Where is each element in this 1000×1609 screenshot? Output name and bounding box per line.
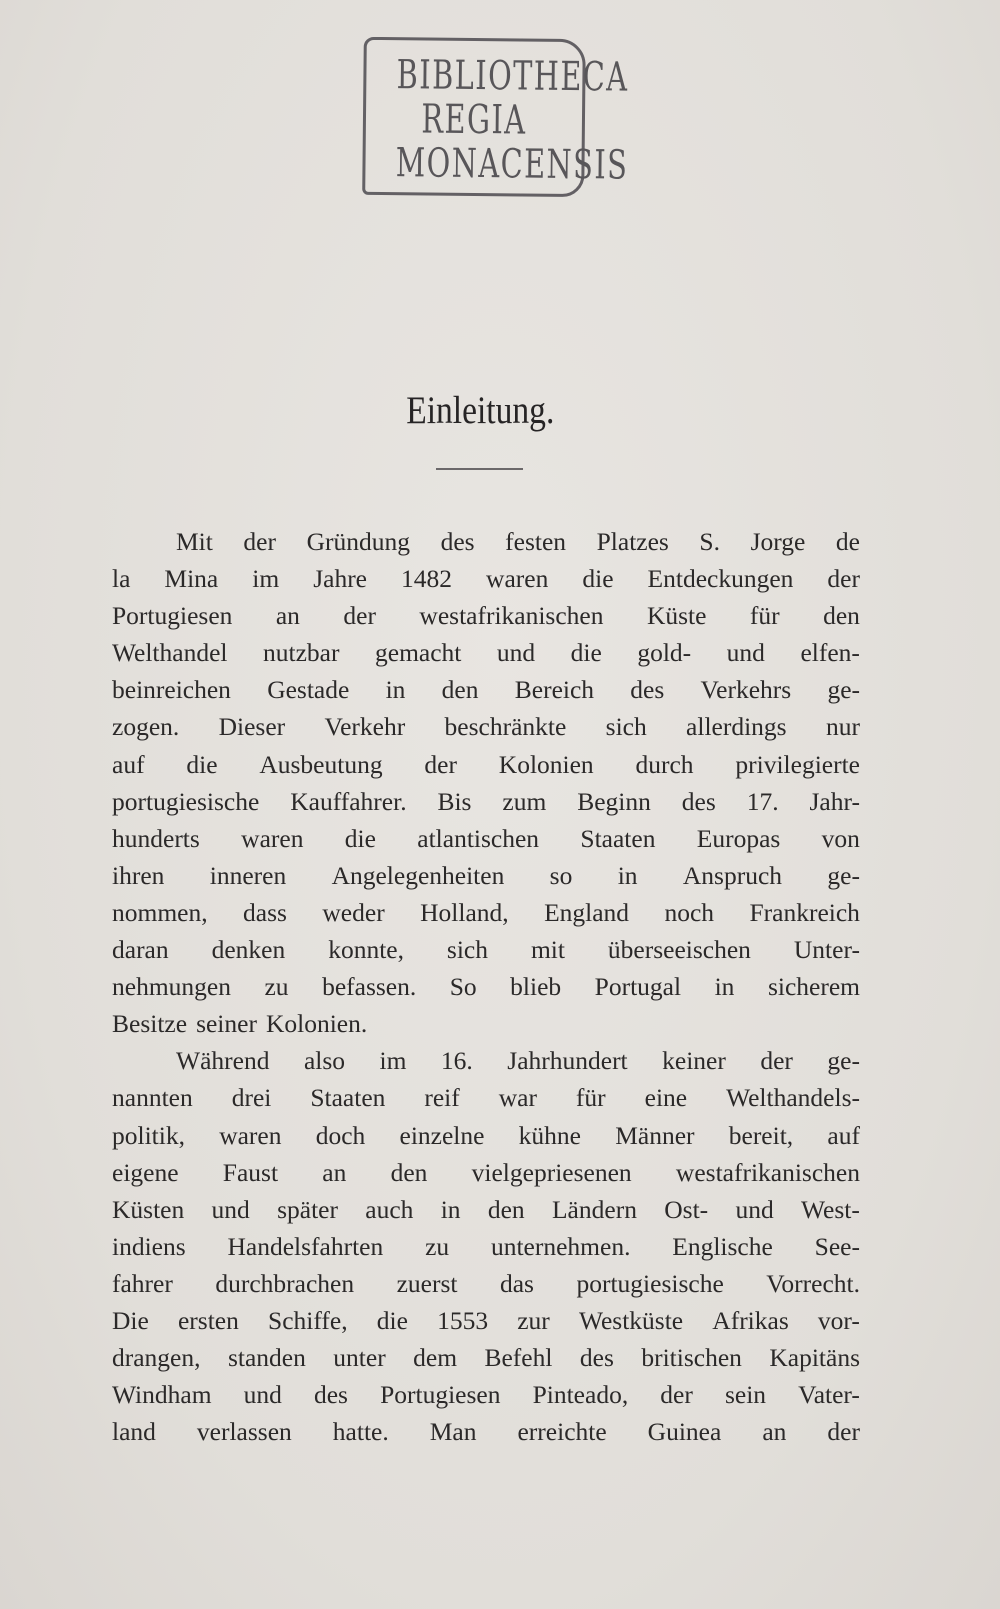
- word: Kolonien: [498, 749, 594, 779]
- text-line: [112, 746, 860, 783]
- word: elfen-: [800, 638, 860, 668]
- word: Ost-: [664, 1194, 709, 1224]
- text-line: [112, 1005, 860, 1042]
- word: privilegierte: [735, 749, 860, 779]
- word: überseeischen: [607, 935, 751, 965]
- word: allerdings: [686, 712, 787, 742]
- word: der: [243, 527, 276, 556]
- word: Verkehrs: [700, 675, 792, 705]
- word: denken: [211, 935, 286, 965]
- word: Pinteado,: [532, 1380, 629, 1410]
- stamp-line-3: MONACENSIS: [395, 140, 629, 189]
- heading-divider: [436, 468, 523, 470]
- word: ge-: [827, 1046, 860, 1076]
- word: portugiesische: [576, 1268, 724, 1298]
- word: Kauffahrer.: [290, 786, 407, 816]
- word: waren: [486, 564, 549, 594]
- word: reif: [424, 1083, 460, 1113]
- word: vor-: [817, 1305, 860, 1335]
- word: beschränkte: [444, 712, 567, 742]
- word: in: [385, 675, 406, 705]
- word: drei: [231, 1083, 272, 1113]
- text-line: [112, 1376, 860, 1413]
- word: Europas: [696, 823, 781, 853]
- word: Jahr-: [809, 786, 860, 816]
- word: sicherem: [767, 972, 860, 1002]
- word: des: [630, 675, 665, 705]
- word: nur: [825, 712, 860, 742]
- text-line: [112, 1117, 860, 1154]
- word: dass: [243, 897, 287, 927]
- word: Mina: [164, 564, 219, 594]
- word: waren: [219, 1120, 282, 1150]
- word: inneren: [209, 860, 287, 890]
- word: im: [252, 564, 280, 594]
- word: England: [544, 897, 630, 927]
- text-line: [112, 634, 860, 671]
- word: später: [277, 1194, 338, 1224]
- word: verlassen: [196, 1417, 292, 1447]
- word: Vater-: [798, 1380, 860, 1410]
- word: Angelegenheiten: [331, 860, 505, 890]
- text-line: [112, 1228, 860, 1265]
- text-line: [112, 783, 860, 820]
- word: den: [823, 601, 860, 631]
- word: Guinea: [647, 1417, 722, 1447]
- word: 1482: [401, 564, 453, 594]
- word: Frankreich: [749, 897, 860, 927]
- word: westafrikanischen: [419, 601, 604, 631]
- word: blieb: [510, 972, 562, 1002]
- word: auf: [112, 749, 145, 779]
- word: Küste: [646, 601, 707, 631]
- word: eigene: [112, 1157, 179, 1187]
- word: Jahrhundert: [507, 1046, 628, 1076]
- word: zu: [425, 1231, 450, 1261]
- word: Holland,: [420, 897, 509, 927]
- text-line: [112, 708, 860, 745]
- word: Kapitäns: [769, 1343, 860, 1373]
- word: ge-: [827, 860, 860, 890]
- word: im: [379, 1046, 407, 1076]
- word: sein: [724, 1380, 767, 1410]
- word: la: [112, 564, 131, 594]
- word: hunderts: [112, 823, 200, 853]
- text-line: [112, 1079, 860, 1116]
- word: So: [449, 972, 477, 1002]
- word: Bis: [437, 786, 472, 816]
- text-line: [112, 894, 860, 931]
- word: nutzbar: [263, 638, 340, 668]
- word: Gestade: [267, 675, 350, 705]
- word: kühne: [518, 1120, 581, 1150]
- word: an: [322, 1157, 347, 1187]
- word: Während: [176, 1046, 270, 1076]
- word: nommen,: [112, 897, 208, 927]
- text-line: [112, 1154, 860, 1191]
- word: noch: [664, 897, 715, 927]
- word: der: [343, 601, 376, 631]
- word: zu: [264, 972, 289, 1002]
- word: der: [827, 1417, 860, 1447]
- word: Küsten: [112, 1194, 185, 1224]
- word: an: [762, 1417, 787, 1447]
- word: Portugal: [594, 972, 682, 1002]
- word: befassen.: [322, 972, 417, 1002]
- word: in: [617, 860, 638, 890]
- word: einzelne: [399, 1120, 485, 1150]
- stamp-line-2: REGIA: [421, 96, 527, 144]
- word: Vorrecht.: [766, 1268, 860, 1298]
- word: in: [440, 1194, 461, 1224]
- word: Besitze: [112, 1009, 188, 1039]
- word: West-: [801, 1194, 860, 1224]
- word: Dieser: [218, 712, 286, 742]
- word: seiner: [196, 1009, 257, 1039]
- stamp-line-1: BIBLIOTHECA: [396, 52, 629, 101]
- word: in: [714, 972, 735, 1002]
- word: 1553: [437, 1305, 489, 1335]
- word: und: [496, 638, 536, 668]
- word: also: [303, 1046, 346, 1076]
- word: zum: [502, 786, 547, 816]
- word: keiner: [662, 1046, 726, 1076]
- word: festen: [505, 527, 567, 556]
- word: nannten: [112, 1083, 193, 1113]
- word: war: [498, 1083, 537, 1113]
- word: Staaten: [310, 1083, 386, 1113]
- word: nehmungen: [112, 972, 231, 1002]
- word: Schiffe,: [268, 1305, 348, 1335]
- text-line: [112, 968, 860, 1005]
- text-line: [112, 1191, 860, 1228]
- word: Windham: [112, 1380, 212, 1410]
- word: britischen: [641, 1343, 742, 1373]
- word: S.: [699, 527, 720, 556]
- text-line: [112, 931, 860, 968]
- word: zur: [517, 1305, 550, 1335]
- word: Männer: [615, 1120, 695, 1150]
- word: Verkehr: [324, 712, 406, 742]
- text-line: [112, 1042, 860, 1079]
- word: den: [390, 1157, 428, 1187]
- word: sich: [605, 712, 647, 742]
- word: fahrer: [112, 1268, 173, 1298]
- word: Afrikas: [712, 1305, 789, 1335]
- text-line: [112, 820, 860, 857]
- word: standen: [227, 1343, 306, 1373]
- word: Faust: [222, 1157, 279, 1187]
- word: Man: [429, 1417, 477, 1447]
- word: zuerst: [396, 1268, 458, 1298]
- text-line: [112, 597, 860, 634]
- word: weder: [322, 897, 385, 927]
- word: so: [549, 860, 573, 890]
- text-line: [112, 1265, 860, 1302]
- word: Portugiesen: [112, 601, 233, 631]
- body-text: [112, 523, 860, 1450]
- word: Portugiesen: [380, 1380, 501, 1410]
- word: Kolonien.: [265, 1009, 368, 1039]
- word: unter: [333, 1343, 386, 1373]
- word: atlantischen: [417, 823, 540, 853]
- word: drangen,: [112, 1343, 201, 1373]
- word: der: [827, 564, 860, 594]
- word: Handelsfahrten: [227, 1231, 384, 1261]
- word: erreichte: [517, 1417, 607, 1447]
- word: ge-: [827, 675, 860, 705]
- word: für: [575, 1083, 606, 1113]
- word: für: [749, 601, 780, 631]
- chapter-heading: Einleitung.: [406, 389, 555, 432]
- word: dem: [413, 1343, 458, 1373]
- word: Ländern: [551, 1194, 637, 1224]
- word: Anspruch: [682, 860, 783, 890]
- word: zogen.: [112, 712, 180, 742]
- word: der: [424, 749, 457, 779]
- word: See-: [814, 1231, 860, 1261]
- word: Beginn: [577, 786, 651, 816]
- text-line: [112, 1413, 860, 1450]
- word: die: [344, 823, 376, 853]
- word: doch: [315, 1120, 366, 1150]
- word: Jorge: [750, 527, 806, 556]
- word: ersten: [177, 1305, 239, 1335]
- text-line: [112, 560, 860, 597]
- word: Mit: [176, 527, 213, 556]
- word: Welthandels-: [726, 1083, 860, 1113]
- word: und: [726, 638, 765, 668]
- word: des: [313, 1380, 348, 1410]
- library-stamp: [362, 37, 629, 197]
- word: konnte,: [328, 935, 404, 965]
- word: ihren: [112, 860, 165, 890]
- word: portugiesische: [112, 786, 260, 816]
- word: von: [821, 823, 860, 853]
- word: sich: [446, 935, 488, 965]
- word: Bereich: [514, 675, 595, 705]
- word: Die: [112, 1305, 149, 1335]
- word: und: [243, 1380, 282, 1410]
- word: 16.: [440, 1046, 473, 1076]
- word: Westküste: [578, 1305, 684, 1335]
- word: den: [487, 1194, 525, 1224]
- word: Jahre: [313, 564, 368, 594]
- word: und: [211, 1194, 250, 1224]
- word: des: [579, 1343, 614, 1373]
- word: der: [760, 1046, 793, 1076]
- word: die: [186, 749, 218, 779]
- text-line: [112, 1302, 860, 1339]
- word: Unter-: [793, 935, 860, 965]
- word: durchbrachen: [215, 1268, 355, 1298]
- word: die: [582, 564, 614, 594]
- word: Staaten: [580, 823, 656, 853]
- text-line: [112, 523, 860, 560]
- word: gold-: [637, 638, 692, 668]
- text-line: [112, 1339, 860, 1376]
- word: gemacht: [375, 638, 462, 668]
- word: Englische: [672, 1231, 773, 1261]
- word: das: [499, 1268, 534, 1298]
- word: Welthandel: [112, 638, 228, 668]
- word: der: [660, 1380, 693, 1410]
- word: vielgepriesenen: [471, 1157, 632, 1187]
- text-line: [112, 857, 860, 894]
- word: Gründung: [306, 527, 410, 556]
- word: bereit,: [728, 1120, 794, 1150]
- text-line: [112, 671, 860, 708]
- word: unternehmen.: [490, 1231, 631, 1261]
- word: eine: [644, 1083, 688, 1113]
- word: des: [440, 527, 475, 556]
- word: und: [735, 1194, 774, 1224]
- word: Platzes: [596, 527, 669, 556]
- word: auch: [365, 1194, 414, 1224]
- word: die: [570, 638, 602, 668]
- word: an: [275, 601, 300, 631]
- word: 17.: [746, 786, 779, 816]
- word: daran: [112, 935, 169, 965]
- word: des: [681, 786, 716, 816]
- word: indiens: [112, 1231, 186, 1261]
- word: beinreichen: [112, 675, 231, 705]
- word: de: [835, 527, 860, 556]
- word: Ausbeutung: [259, 749, 383, 779]
- word: westafrikanischen: [675, 1157, 860, 1187]
- word: den: [441, 675, 479, 705]
- word: hatte.: [332, 1417, 389, 1447]
- word: die: [376, 1305, 408, 1335]
- word: land: [112, 1417, 156, 1447]
- word: Entdeckungen: [647, 564, 794, 594]
- word: waren: [241, 823, 304, 853]
- word: durch: [635, 749, 694, 779]
- word: mit: [530, 935, 565, 965]
- word: politik,: [112, 1120, 185, 1150]
- word: Befehl: [484, 1343, 553, 1373]
- word: auf: [827, 1120, 860, 1150]
